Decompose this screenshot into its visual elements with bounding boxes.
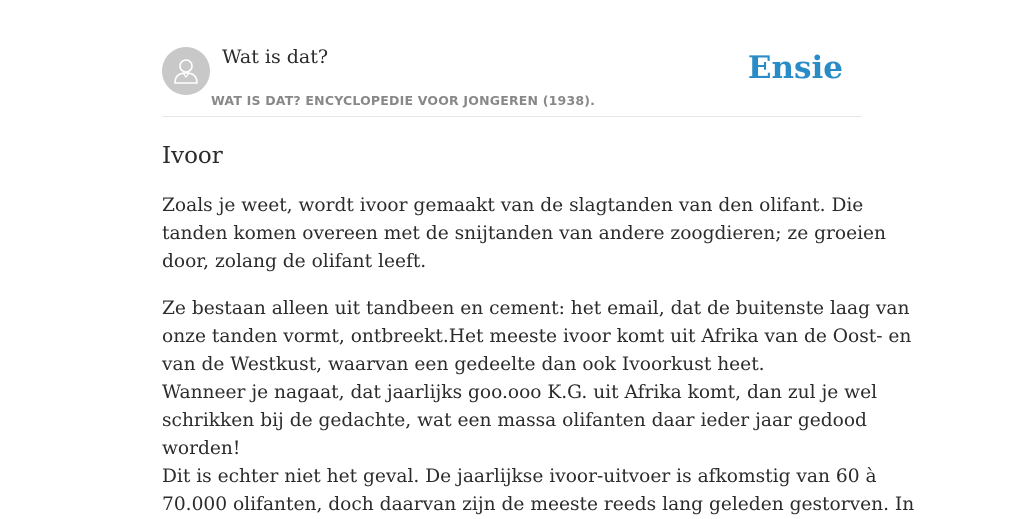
paragraph-2 <box>162 295 915 519</box>
source-header <box>162 0 862 117</box>
source-title-link[interactable]: Wat is dat? <box>222 46 329 68</box>
page-container <box>162 0 915 519</box>
text-line: Ze bestaan alleen uit tandbeen en cement: het email, dat de buitenste laag van <box>162 298 910 319</box>
text-line: tanden komen overeen met de snijtanden van andere zoogdieren; ze groeien <box>162 223 887 244</box>
source-subtitle: WAT IS DAT? ENCYCLOPEDIE VOOR JONGEREN (1938). <box>211 93 596 108</box>
paragraph-1 <box>162 192 887 276</box>
text-line: onze tanden vormt, ontbreekt.Het meeste ivoor komt uit Afrika van de Oost- en <box>162 326 912 347</box>
text-line: schrikken bij de gedachte, wat een massa olifanten daar ieder jaar gedood <box>162 410 867 431</box>
text-line: 70.000 olifanten, doch daarvan zijn de meeste reeds lang geleden gestorven. In <box>162 494 915 515</box>
text-line: van de Westkust, waarvan een gedeelte dan ook Ivoorkust heet. <box>162 354 765 375</box>
article-body <box>162 192 915 519</box>
text-line: Zoals je weet, wordt ivoor gemaakt van de slagtanden van den olifant. Die <box>162 195 864 216</box>
user-icon <box>171 56 201 86</box>
avatar[interactable] <box>162 47 210 95</box>
text-line: Wanneer je nagaat, dat jaarlijks goo.ooo K.G. uit Afrika komt, dan zul je wel <box>162 382 878 403</box>
text-line: Dit is echter niet het geval. De jaarlijkse ivoor-uitvoer is afkomstig van 60 à <box>162 466 877 487</box>
article-title: Ivoor <box>162 143 223 169</box>
text-line: door, zolang de olifant leeft. <box>162 251 427 272</box>
ensie-logo[interactable]: Ensie <box>747 50 843 86</box>
text-line: worden! <box>162 438 241 459</box>
